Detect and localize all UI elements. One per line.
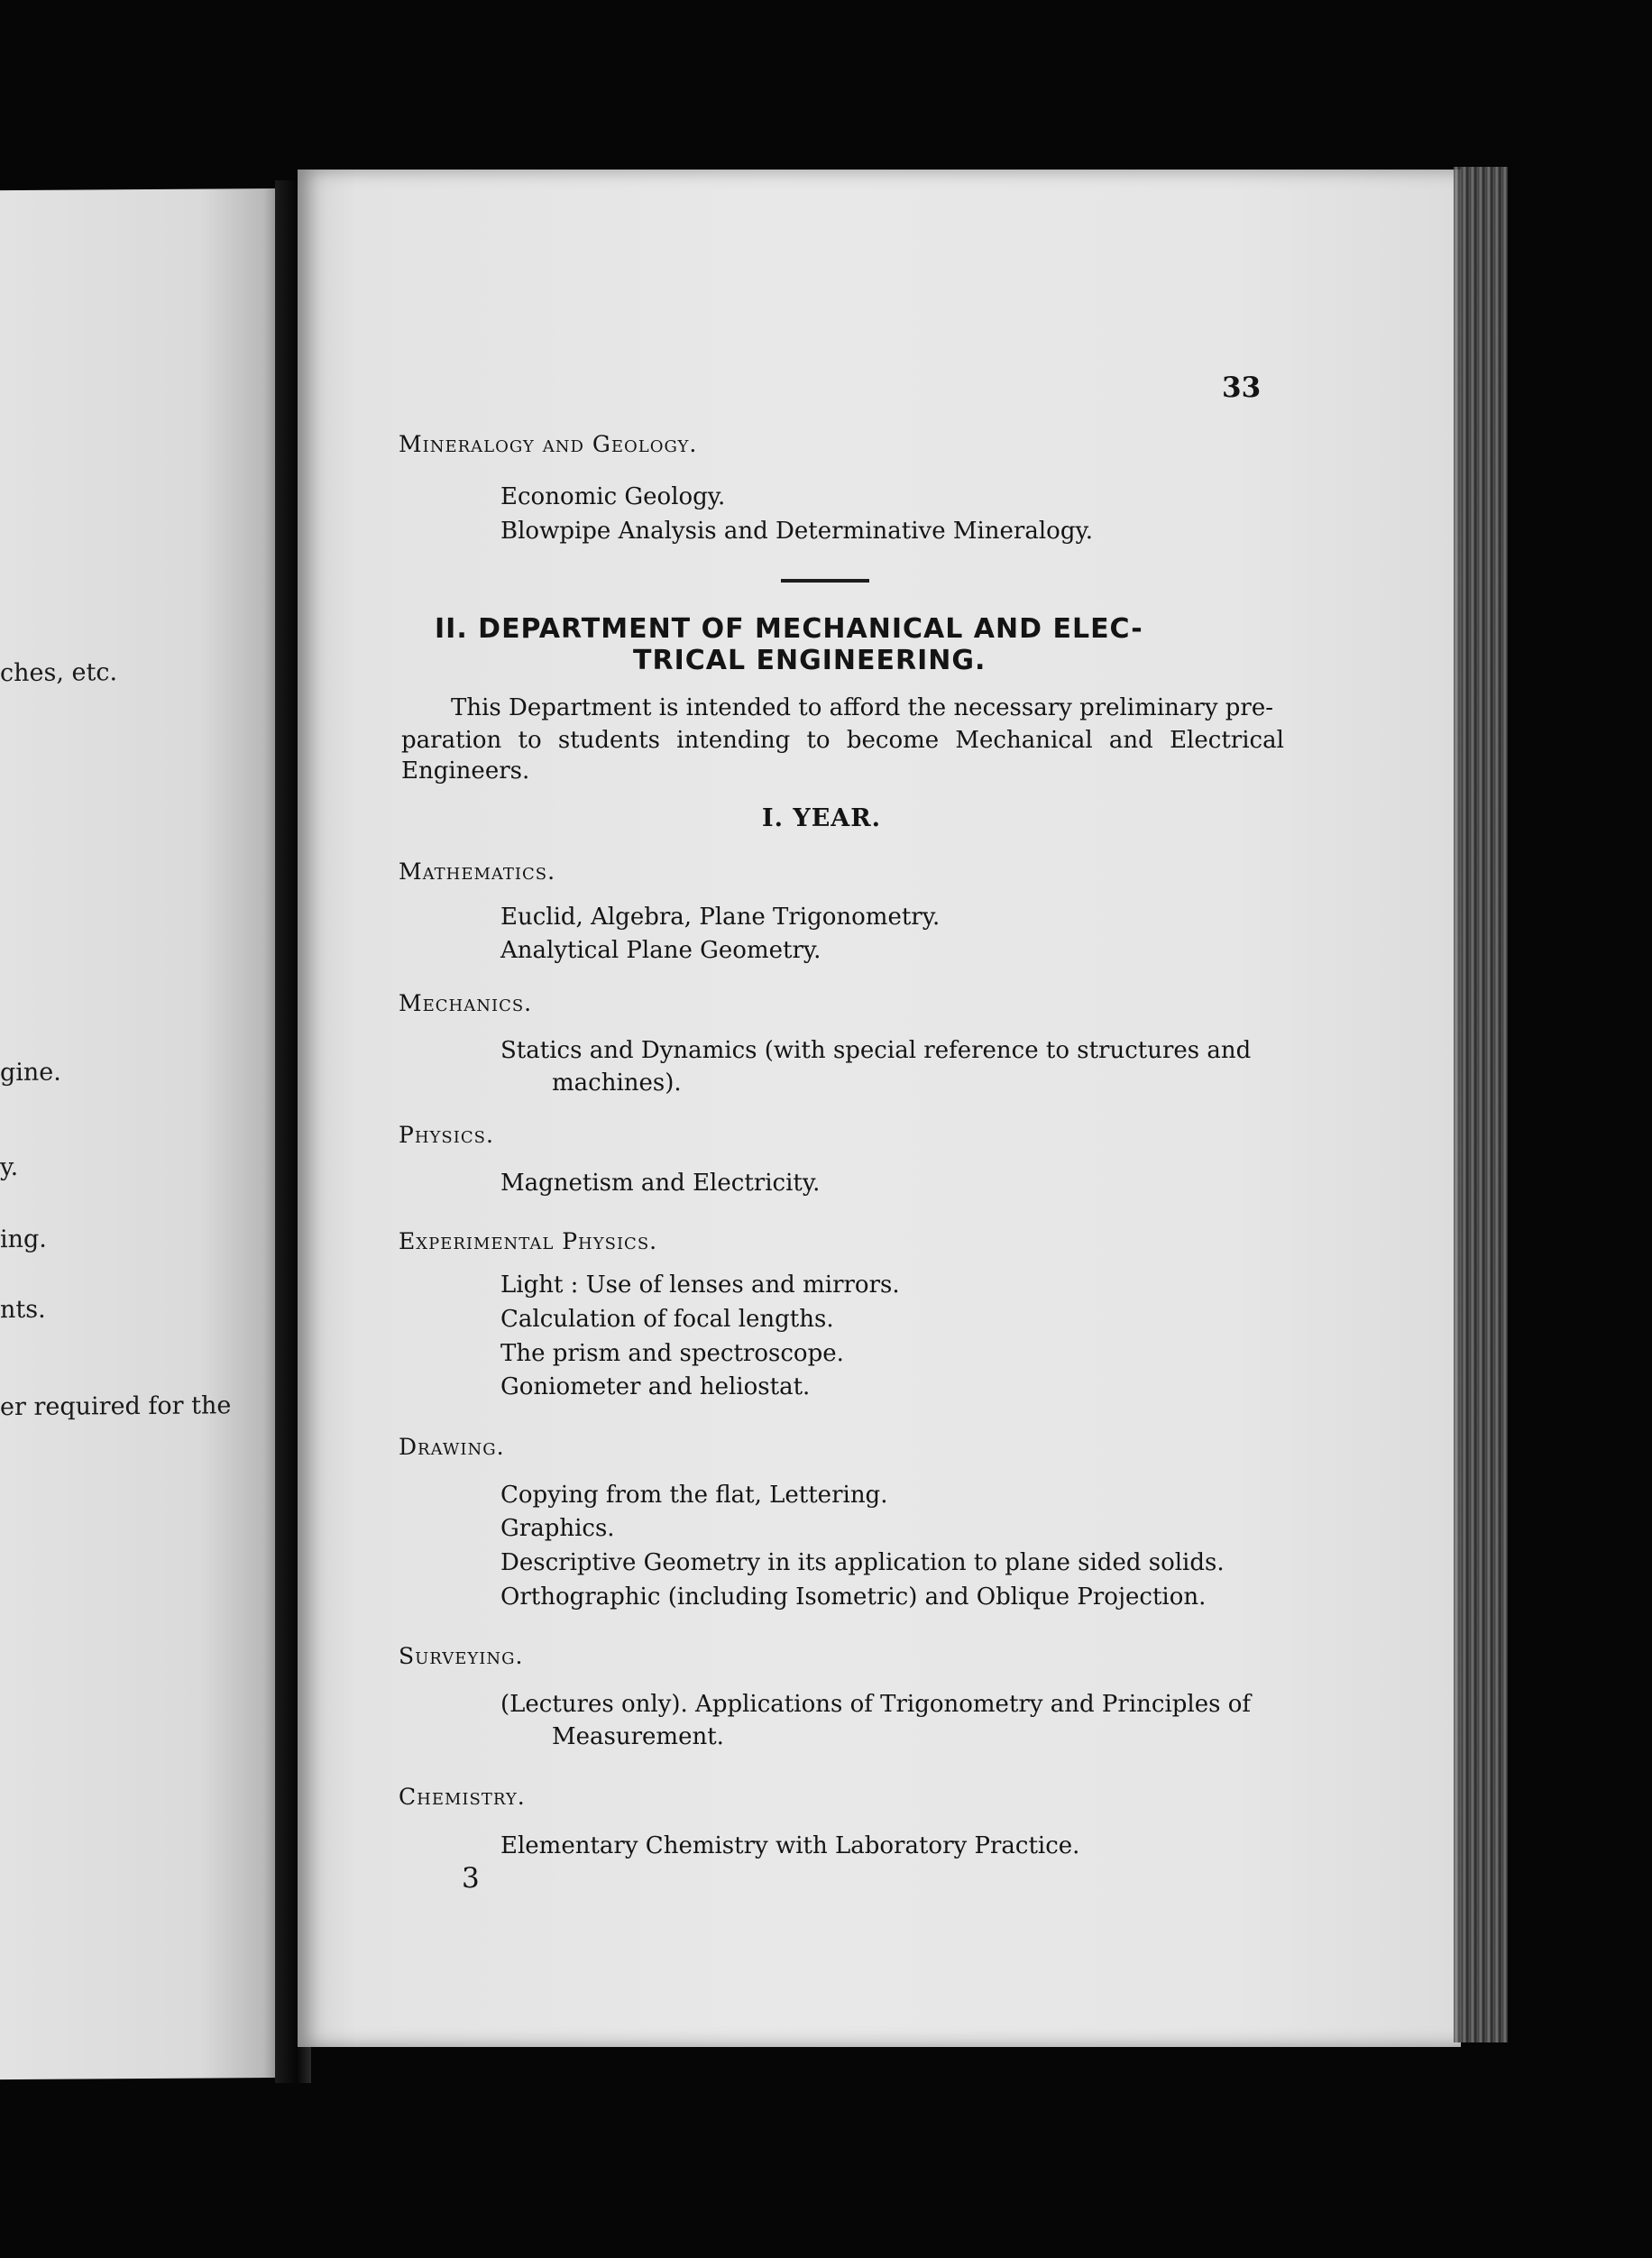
intro-line: This Department is intended to afford the necessary preliminary pre- — [451, 694, 1274, 721]
section-divider — [781, 579, 869, 583]
list-item: Statics and Dynamics (with special reference to structures and — [500, 1037, 1252, 1064]
page-edges — [1454, 167, 1508, 2042]
list-item: Calculation of focal lengths. — [500, 1306, 834, 1333]
section-heading-mechanics: Mechanics. — [399, 990, 533, 1016]
section-heading-mathematics: Mathematics. — [399, 858, 556, 885]
section-heading-drawing: Drawing. — [399, 1434, 505, 1460]
list-item: (Lectures only). Applications of Trigonometry and Principles of — [500, 1691, 1252, 1718]
list-item: Copying from the flat, Lettering. — [500, 1482, 888, 1509]
department-title-line2: TRICAL ENGINEERING. — [633, 645, 987, 676]
list-item-continuation: machines). — [552, 1069, 682, 1097]
list-item: Magnetism and Electricity. — [500, 1170, 821, 1197]
list-item: Graphics. — [500, 1515, 615, 1542]
list-item: Analytical Plane Geometry. — [500, 937, 821, 964]
list-item: Blowpipe Analysis and Determinative Mineralogy. — [500, 518, 1093, 545]
section-heading-mineralogy: Mineralogy and Geology. — [399, 431, 698, 457]
page-number: 33 — [1222, 372, 1262, 404]
list-item: Orthographic (including Isometric) and Oblique Projection. — [500, 1583, 1207, 1611]
list-item-continuation: Measurement. — [552, 1723, 724, 1750]
left-page-fragment: gine. — [0, 1058, 61, 1088]
left-page-fragment: ches, etc. — [0, 658, 118, 688]
section-heading-chemistry: Chemistry. — [399, 1784, 526, 1810]
left-page — [0, 188, 287, 2079]
left-page-fragment: y. — [0, 1152, 19, 1182]
signature-mark: 3 — [462, 1862, 480, 1895]
intro-line: Engineers. — [401, 757, 530, 785]
section-heading-surveying: Surveying. — [399, 1643, 524, 1669]
section-heading-experimental-physics: Experimental Physics. — [399, 1228, 658, 1254]
list-item: Light : Use of lenses and mirrors. — [500, 1271, 900, 1299]
section-heading-physics: Physics. — [399, 1122, 494, 1148]
year-heading: I. YEAR. — [762, 804, 882, 832]
list-item: Goniometer and heliostat. — [500, 1373, 811, 1400]
list-item: Descriptive Geometry in its application to plane sided solids. — [500, 1549, 1225, 1576]
left-page-fragment: nts. — [0, 1295, 46, 1325]
list-item: Economic Geology. — [500, 483, 726, 510]
left-page-fragment: ing. — [0, 1225, 47, 1254]
department-title-line1: II. DEPARTMENT OF MECHANICAL AND ELEC- — [435, 613, 1143, 645]
left-page-fragment: er required for the — [0, 1391, 232, 1422]
list-item: Elementary Chemistry with Laboratory Practice. — [500, 1832, 1080, 1859]
list-item: The prism and spectroscope. — [500, 1340, 844, 1367]
intro-line: paration to students intending to become Mechanical and Electrical — [401, 727, 1284, 754]
list-item: Euclid, Algebra, Plane Trigonometry. — [500, 904, 941, 931]
